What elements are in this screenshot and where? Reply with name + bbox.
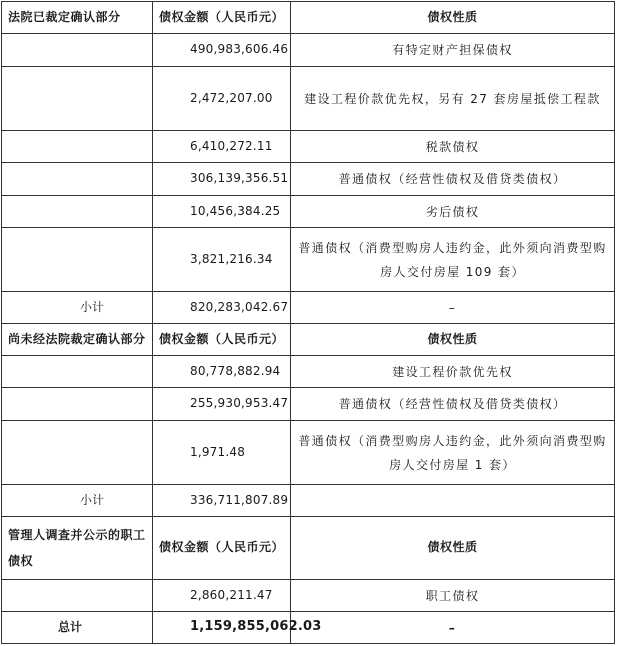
amount-column-header: 债权金额（人民币元） [153, 324, 291, 356]
amount-column-header: 债权金额（人民币元） [153, 2, 291, 34]
claim-amount: 2,472,207.00 [153, 67, 291, 131]
table-row [2, 34, 615, 67]
claims-table [1, 1, 615, 644]
claim-nature: 普通债权（经营性债权及借贷类债权） [291, 388, 615, 421]
blank-cell [2, 388, 153, 421]
subtotal-row [2, 292, 615, 324]
table-row [2, 196, 615, 228]
section-category-label: 法院已裁定确认部分 [2, 2, 153, 34]
table-row [2, 131, 615, 163]
table-row [2, 388, 615, 421]
subtotal-nature [291, 485, 615, 517]
nature-column-header: 债权性质 [291, 517, 615, 580]
total-row [2, 612, 615, 644]
blank-cell [2, 228, 153, 292]
blank-cell [2, 580, 153, 612]
blank-cell [2, 196, 153, 228]
claim-amount: 1,971.48 [153, 421, 291, 485]
subtotal-label: 小计 [2, 292, 153, 324]
claim-amount: 255,930,953.47 [153, 388, 291, 421]
subtotal-amount: 820,283,042.67 [153, 292, 291, 324]
subtotal-row [2, 485, 615, 517]
claim-nature: 劣后债权 [291, 196, 615, 228]
total-nature: – [291, 612, 615, 644]
subtotal-nature: – [291, 292, 615, 324]
nature-column-header: 债权性质 [291, 324, 615, 356]
amount-column-header: 债权金额（人民币元） [153, 517, 291, 580]
table-row [2, 421, 615, 485]
total-label: 总计 [2, 612, 153, 644]
table-row [2, 356, 615, 388]
claim-nature: 普通债权（经营性债权及借贷类债权） [291, 163, 615, 196]
nature-column-header: 债权性质 [291, 2, 615, 34]
claim-amount: 2,860,211.47 [153, 580, 291, 612]
claim-nature: 建设工程价款优先权 [291, 356, 615, 388]
section-header-row [2, 324, 615, 356]
section-header-row [2, 2, 615, 34]
table-row [2, 228, 615, 292]
blank-cell [2, 356, 153, 388]
subtotal-label: 小计 [2, 485, 153, 517]
claim-amount: 490,983,606.46 [153, 34, 291, 67]
claim-nature: 普通债权（消费型购房人违约金，此外须向消费型购房人交付房屋 109 套） [291, 228, 615, 292]
claim-nature: 税款债权 [291, 131, 615, 163]
section-header-row [2, 517, 615, 580]
blank-cell [2, 67, 153, 131]
claim-nature: 职工债权 [291, 580, 615, 612]
blank-cell [2, 421, 153, 485]
blank-cell [2, 34, 153, 67]
table-row [2, 580, 615, 612]
claim-nature: 普通债权（消费型购房人违约金，此外须向消费型购房人交付房屋 1 套） [291, 421, 615, 485]
total-amount: 1,159,855,062.03 [153, 612, 291, 644]
blank-cell [2, 163, 153, 196]
claim-nature: 建设工程价款优先权，另有 27 套房屋抵偿工程款 [291, 67, 615, 131]
blank-cell [2, 131, 153, 163]
section-category-label: 管理人调查并公示的职工债权 [2, 517, 153, 580]
claim-amount: 306,139,356.51 [153, 163, 291, 196]
table-row [2, 67, 615, 131]
claim-amount: 6,410,272.11 [153, 131, 291, 163]
claim-amount: 80,778,882.94 [153, 356, 291, 388]
table-row [2, 163, 615, 196]
claim-nature: 有特定财产担保债权 [291, 34, 615, 67]
claim-amount: 10,456,384.25 [153, 196, 291, 228]
subtotal-amount: 336,711,807.89 [153, 485, 291, 517]
claim-amount: 3,821,216.34 [153, 228, 291, 292]
section-category-label: 尚未经法院裁定确认部分 [2, 324, 153, 356]
